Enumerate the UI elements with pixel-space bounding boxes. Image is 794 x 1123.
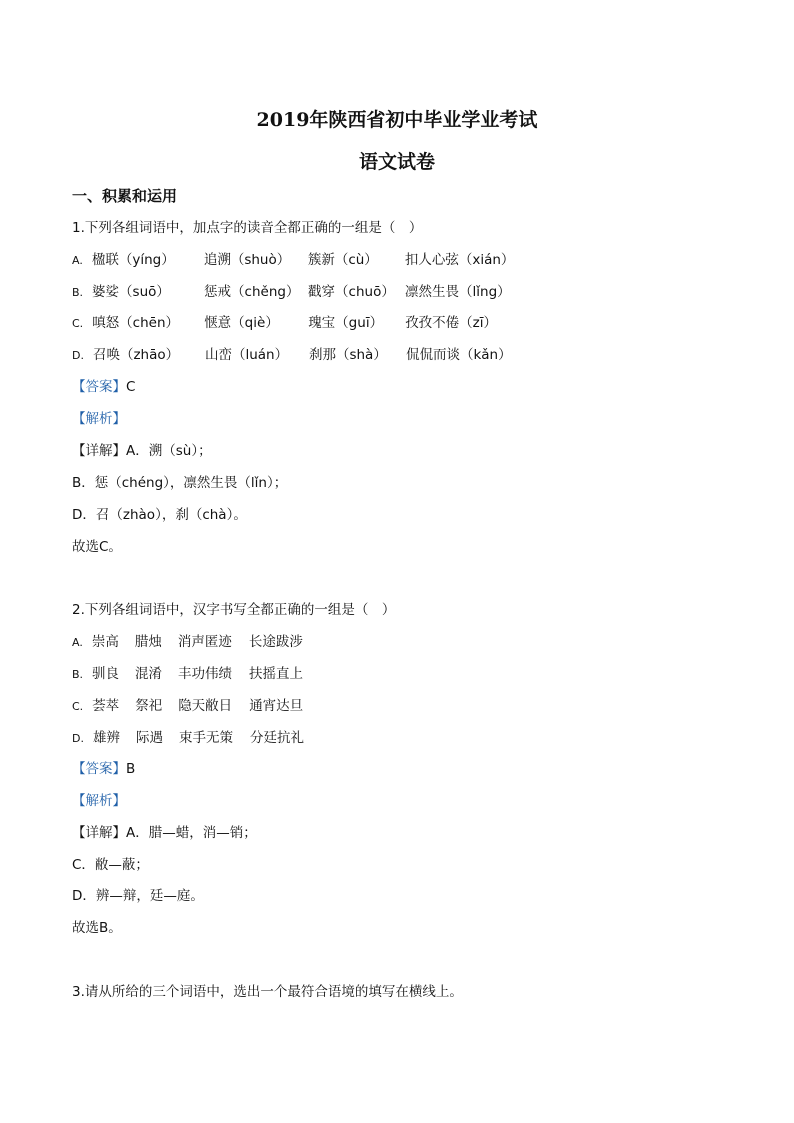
option-word: 凛然生畏（lǐng） xyxy=(405,284,511,300)
option-word: 际遇 xyxy=(135,730,163,746)
q2-option-c xyxy=(72,697,732,716)
option-word: 惬意（qiè） xyxy=(204,315,279,331)
exam-subtitle: 语文试卷 xyxy=(358,151,435,173)
q2-option-a xyxy=(72,633,732,652)
option-word: 山峦（luán） xyxy=(204,347,289,363)
option-word: 扣人心弦（xián） xyxy=(404,252,515,268)
q1-option-b xyxy=(72,283,732,302)
answer-value: C xyxy=(126,379,136,395)
option-word: 混淆 xyxy=(135,666,163,682)
q1-option-c xyxy=(72,314,732,333)
q1-detail-line: B．惩（chéng），凛然生畏（lǐn）； xyxy=(72,475,288,491)
option-word: 戳穿（chuō） xyxy=(308,284,395,300)
option-word: 长途跋涉 xyxy=(248,634,303,650)
option-word: 祭祀 xyxy=(135,698,163,714)
option-word: 嗔怒（chēn） xyxy=(92,315,180,331)
q2-answer xyxy=(72,760,732,778)
option-word: 通宵达旦 xyxy=(249,698,304,714)
option-letter: A. xyxy=(72,254,83,267)
option-word: 隐天敝日 xyxy=(178,698,233,714)
q1-analysis-tag: 【解析】 xyxy=(72,411,126,427)
option-word: 侃侃而谈（kǎn） xyxy=(405,347,512,363)
option-word: 婆娑（suō） xyxy=(92,284,170,300)
q2-detail-line: 【详解】A．腊—蜡，消—销； xyxy=(72,825,257,841)
option-word: 消声匿迹 xyxy=(177,634,232,650)
question-2-stem: 2.下列各组词语中，汉字书写全都正确的一组是（ ） xyxy=(72,602,396,618)
option-word: 簇新（cù） xyxy=(307,252,378,268)
q1-detail-line: 故选C。 xyxy=(72,539,122,555)
option-word: 惩戒（chěng） xyxy=(204,284,300,300)
q2-option-b xyxy=(72,665,732,684)
option-letter: C. xyxy=(72,317,84,330)
option-word: 孜孜不倦（zī） xyxy=(405,315,498,331)
q1-option-a xyxy=(72,251,732,270)
option-letter: A. xyxy=(72,636,83,649)
answer-tag: 【答案】 xyxy=(72,761,126,777)
q1-detail-line: D．召（zhào），刹（chà）。 xyxy=(72,507,247,523)
option-word: 追溯（shuò） xyxy=(203,252,291,268)
answer-tag: 【答案】 xyxy=(72,379,126,395)
q2-analysis-tag: 【解析】 xyxy=(72,793,126,809)
q2-detail-line: C．敝—蔽； xyxy=(72,857,149,873)
q1-detail-line: 【详解】A．溯（sù）； xyxy=(72,443,212,459)
option-word: 丰功伟绩 xyxy=(178,666,233,682)
option-word: 瑰宝（guī） xyxy=(308,315,384,331)
option-letter: C. xyxy=(72,700,84,713)
q1-option-d xyxy=(72,346,732,365)
q2-option-d xyxy=(72,729,732,748)
q2-detail-line: 故选B。 xyxy=(72,920,122,936)
section-heading: 一、积累和运用 xyxy=(72,187,178,205)
option-word: 雄辨 xyxy=(92,730,120,746)
option-word: 驯良 xyxy=(92,666,120,682)
option-word: 分廷抗礼 xyxy=(249,730,304,746)
option-word: 束手无策 xyxy=(178,730,233,746)
q2-detail-line: D．辨—辩，廷—庭。 xyxy=(72,888,204,904)
option-letter: B. xyxy=(72,286,84,299)
option-letter: B. xyxy=(72,668,84,681)
option-word: 崇高 xyxy=(91,634,119,650)
exam-title: 2019年陕西省初中毕业学业考试 xyxy=(256,109,538,131)
option-word: 腊烛 xyxy=(134,634,162,650)
option-word: 刹那（shà） xyxy=(308,347,387,363)
question-3-stem: 3.请从所给的三个词语中，选出一个最符合语境的填写在横线上。 xyxy=(72,984,463,1000)
q1-answer xyxy=(72,378,732,396)
option-letter: D. xyxy=(72,349,84,362)
option-word: 楹联（yíng） xyxy=(91,252,175,268)
answer-value: B xyxy=(126,761,136,777)
option-word: 荟萃 xyxy=(92,698,120,714)
option-word: 召唤（zhāo） xyxy=(92,347,180,363)
option-word: 扶摇直上 xyxy=(249,666,304,682)
option-letter: D. xyxy=(72,732,84,745)
question-1-stem: 1.下列各组词语中，加点字的读音全都正确的一组是（ ） xyxy=(72,220,423,236)
